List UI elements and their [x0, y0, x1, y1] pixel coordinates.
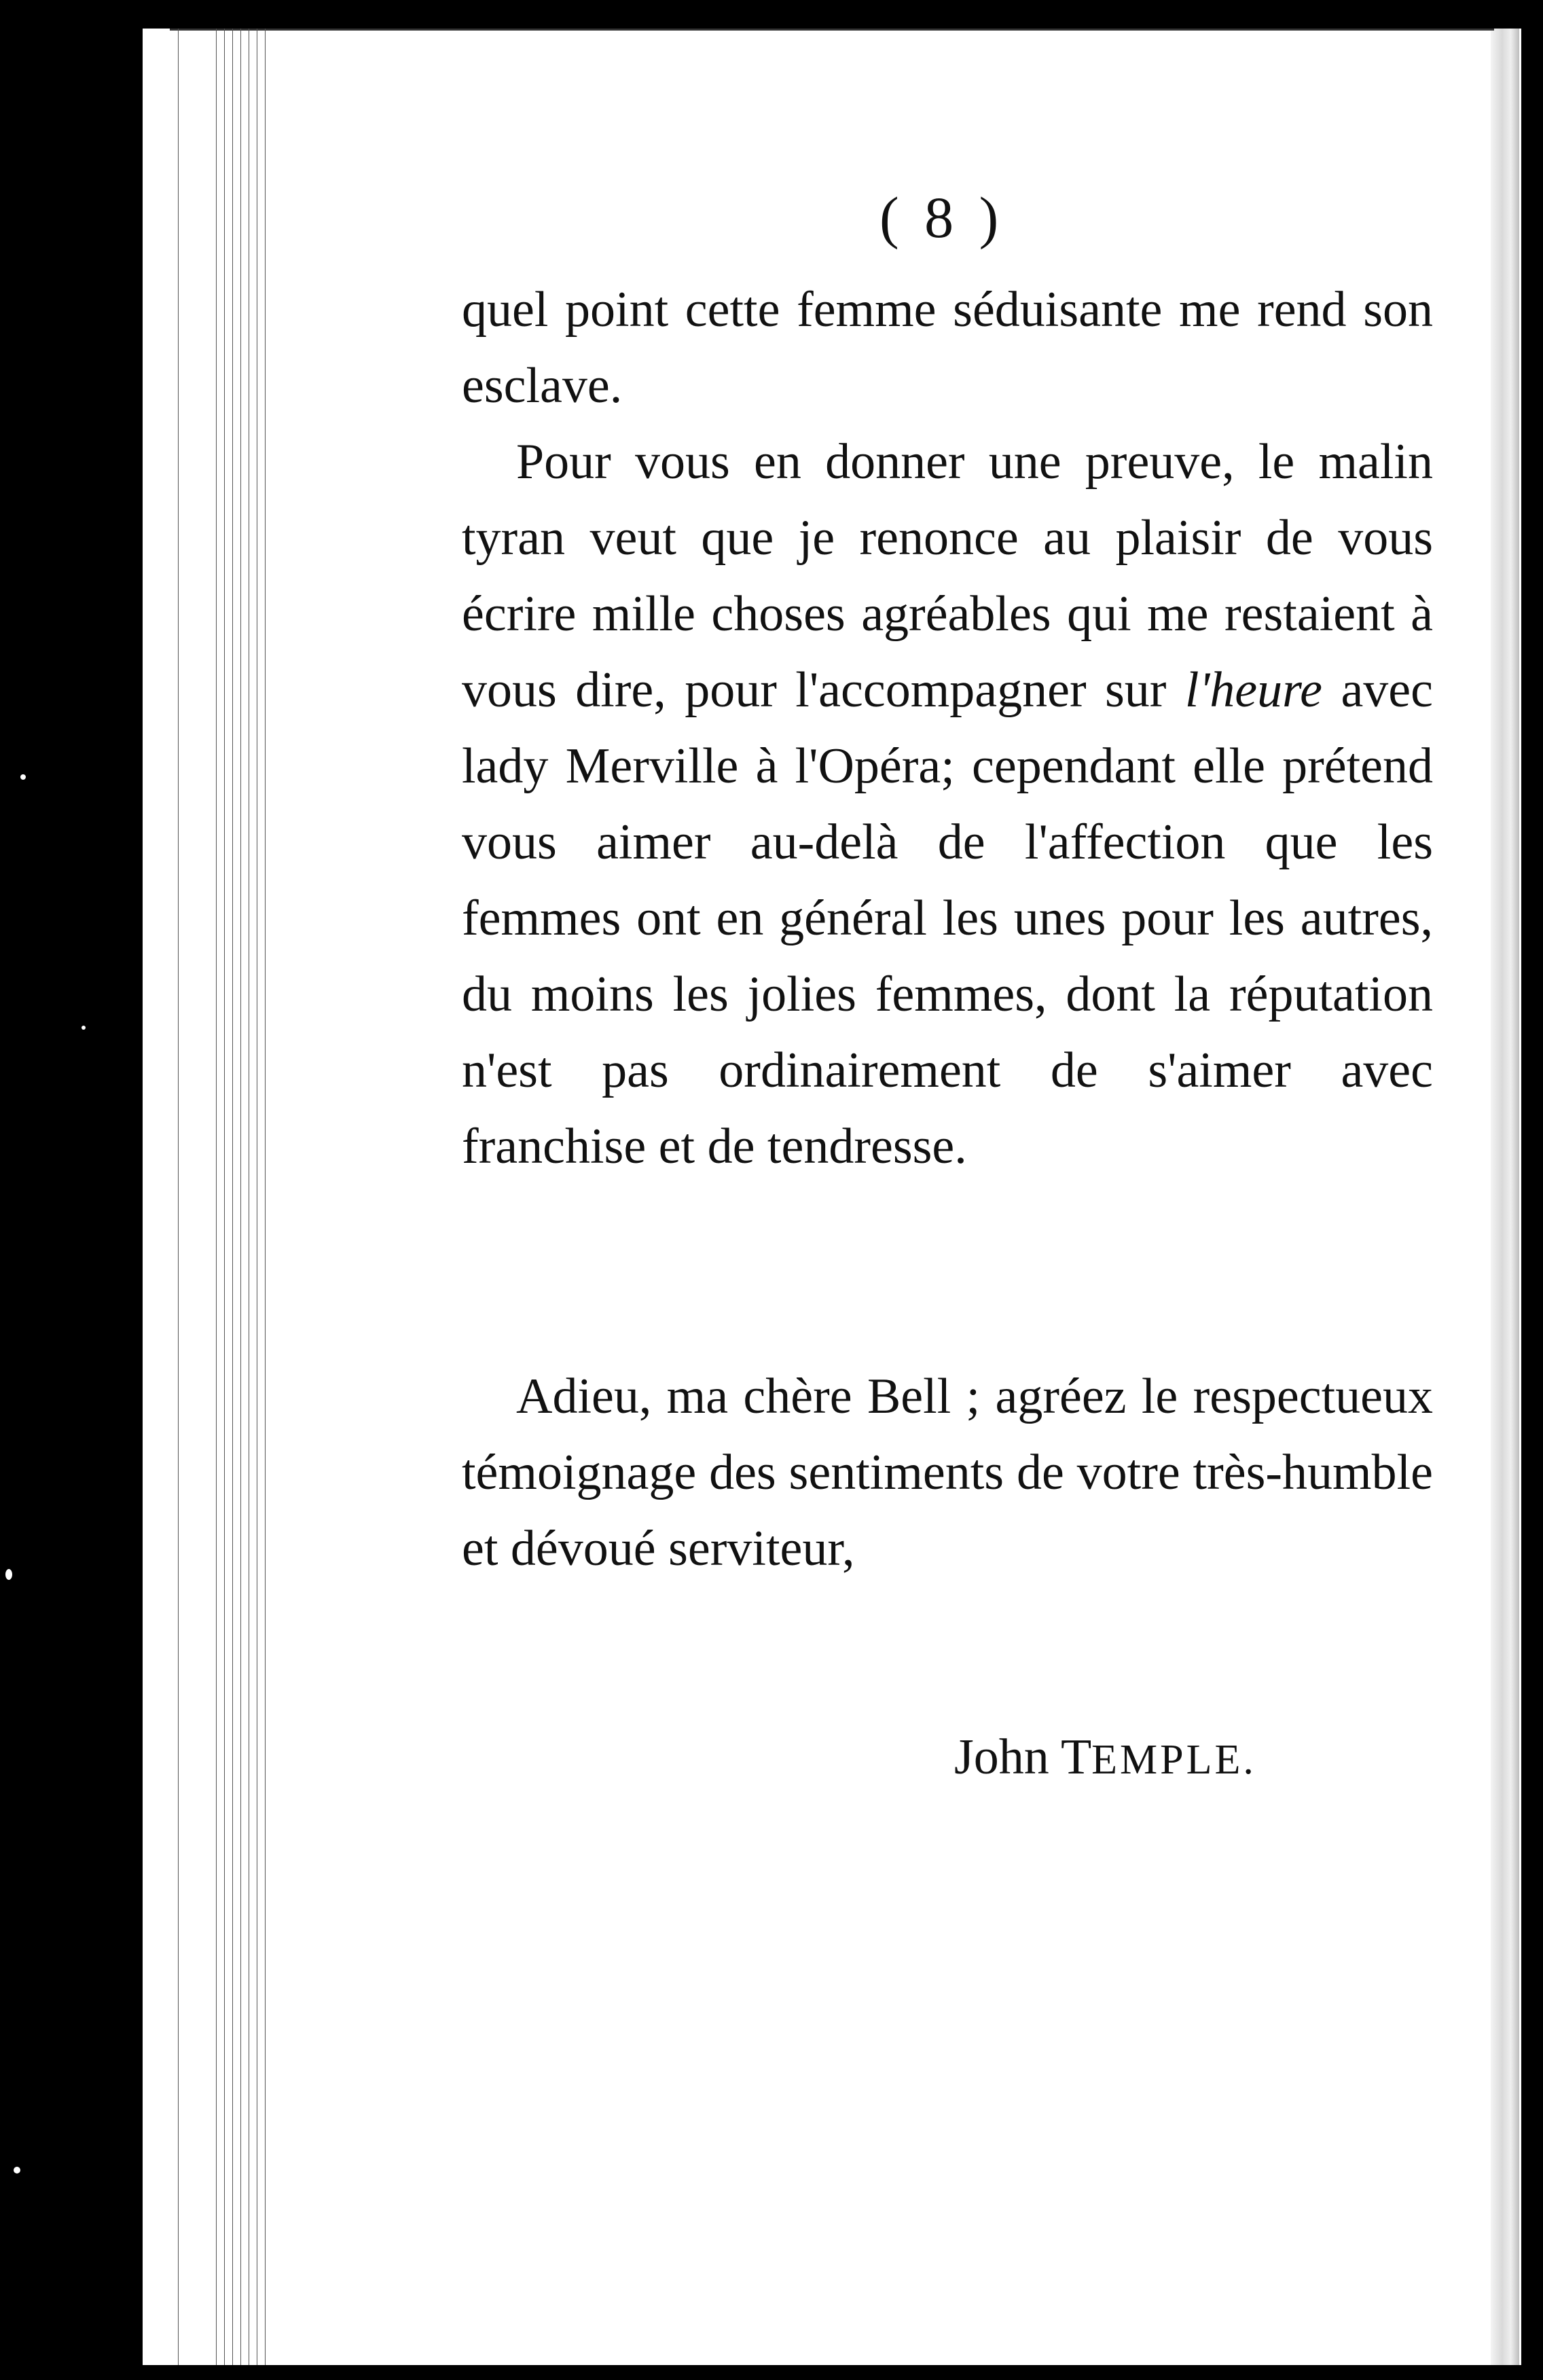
binding-line	[224, 29, 225, 2365]
page-number: ( 8 )	[879, 185, 1004, 250]
paragraph-2	[462, 424, 1433, 1185]
page-top-edge	[170, 29, 1494, 31]
scan-speck	[5, 1569, 12, 1580]
paragraph-3	[462, 1358, 1433, 1587]
scan-speck	[81, 1026, 86, 1030]
signature-first: John T	[954, 1729, 1092, 1785]
signature-small-caps: EMPLE.	[1091, 1737, 1256, 1783]
paragraph-3-text: Adieu, ma chère Bell ; agréez le respectueux témoignage des sentiments de votre très-humble et dévoué serviteur,	[462, 1369, 1433, 1576]
binding-line	[232, 29, 233, 2365]
signature	[954, 1729, 1256, 1786]
paragraph-1	[462, 272, 1433, 424]
scan-speck	[14, 2167, 20, 2174]
paragraph-2-italic-word: l'heure	[1184, 662, 1323, 718]
page-edge-shadow	[1491, 29, 1519, 2365]
binding-line	[240, 29, 241, 2365]
paragraph-1-text: quel point cette femme séduisante me rend son esclave.	[462, 282, 1433, 414]
binding-line	[178, 29, 179, 2365]
paragraph-2-text-start: Pour vous en donner une preuve, le malin tyran veut que je renonce au plaisir de vous écrire mille choses agréables qui me restaient à vous dire, pour l'accompagner sur	[462, 434, 1433, 718]
binding-line	[265, 29, 266, 2365]
scan-speck	[20, 774, 26, 780]
paragraph-2-text-end: avec lady Merville à l'Opéra; cependant elle prétend vous aimer au-delà de l'affection que les femmes ont en général les unes pour les autres, du moins les jolies femmes, dont la réputation n'est pas ordinairement de s'aimer avec franchise et de tendresse.	[462, 662, 1433, 1174]
binding-line	[216, 29, 217, 2365]
